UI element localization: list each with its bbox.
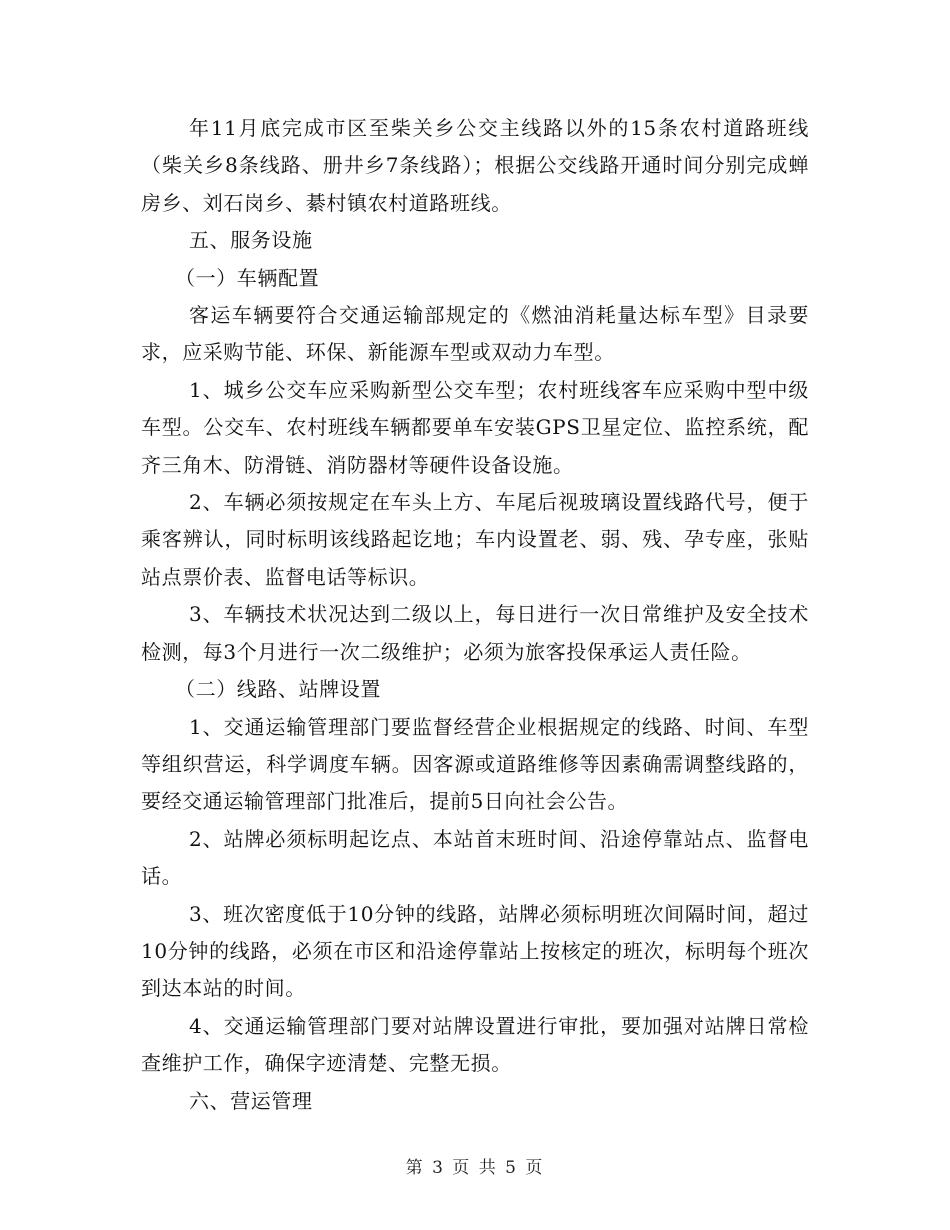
body-paragraph: 年11月底完成市区至柴关乡公交主线路以外的15条农村道路班线（柴关乡8条线路、册井乡7条线路）；根据公交线路开通时间分别完成蝉房乡、刘石岗乡、綦村镇农村道路班线。	[141, 116, 809, 215]
body-paragraph: 3、车辆技术状况达到二级以上，每日进行一次日常维护及安全技术检测，每3个月进行一次二级维护；必须为旅客投保承运人责任险。	[141, 602, 809, 664]
body-paragraph: 2、车辆必须按规定在车头上方、车尾后视玻璃设置线路代号，便于乘客辨认，同时标明该线路起讫地；车内设置老、弱、残、孕专座，张贴站点票价表、监督电话等标识。	[141, 490, 809, 589]
body-paragraph: 3、班次密度低于10分钟的线路，站牌必须标明班次间隔时间，超过10分钟的线路，必须在市区和沿途停靠站上按核定的班次，标明每个班次到达本站的时间。	[141, 901, 809, 1001]
subsection-heading: （一）车辆配置	[175, 265, 320, 290]
body-paragraph: 1、交通运输管理部门要监督经营企业根据规定的线路、时间、车型等组织营运，科学调度车辆。因客源或道路维修等因素确需调整线路的，要经交通运输管理部门批准后，提前5日向社会公告。	[141, 714, 809, 814]
body-paragraph: 4、交通运输管理部门要对站牌设置进行审批，要加强对站牌日常检查维护工作，确保字迹清楚、完整无损。	[141, 1013, 809, 1076]
section-heading: 五、服务设施	[189, 228, 313, 253]
subsection-heading: （二）线路、站牌设置	[175, 677, 381, 702]
body-paragraph: 1、城乡公交车应采购新型公交车型；农村班线客车应采购中型中级车型。公交车、农村班线车辆都要单车安装GPS卫星定位、监控系统，配齐三角木、防滑链、消防器材等硬件设备设施。	[141, 377, 809, 477]
page-number-footer: 第 3 页 共 5 页	[405, 1158, 545, 1178]
document-body	[141, 110, 809, 1120]
body-paragraph: 客运车辆要符合交通运输部规定的《燃油消耗量达标车型》目录要求，应采购节能、环保、新能源车型或双动力车型。	[141, 303, 809, 365]
section-heading: 六、营运管理	[189, 1088, 313, 1113]
body-paragraph: 2、站牌必须标明起讫点、本站首末班时间、沿途停靠站点、监督电话。	[141, 826, 809, 889]
